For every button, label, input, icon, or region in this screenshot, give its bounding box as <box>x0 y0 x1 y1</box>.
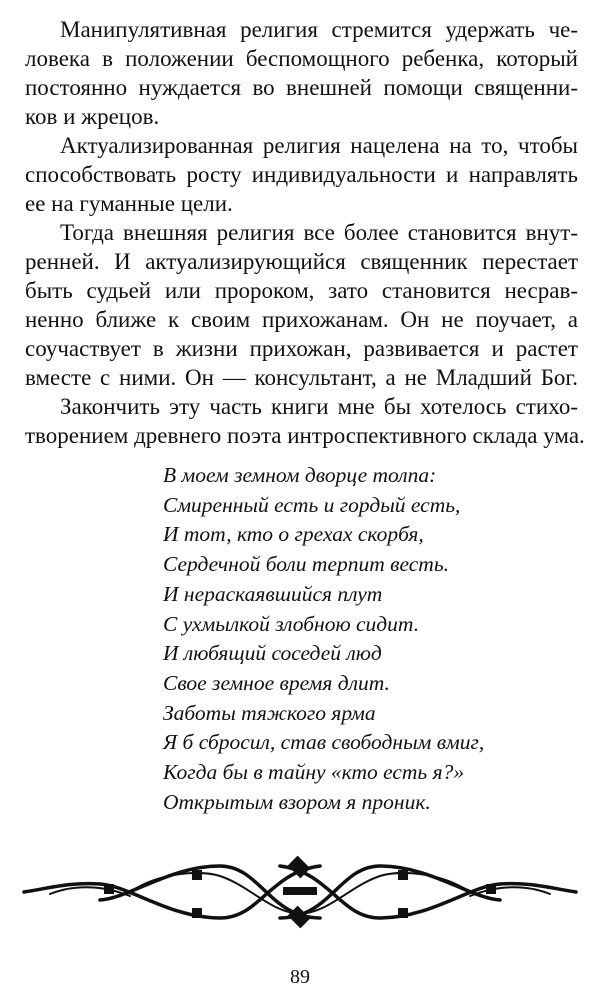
poem-line: И любящий соседей люд <box>163 641 382 666</box>
poem-line: И тот, кто о грехах скорбя, <box>163 522 424 547</box>
body-text-line: Тогда внешняя религия все более становится внут- <box>60 220 578 245</box>
poem-line: Открытым взором я проник. <box>163 789 431 814</box>
poem-line: Заботы тяжкого ярма <box>163 700 376 725</box>
body-text-line: соучаствует в жизни прихожан, развивается и растет <box>25 336 578 361</box>
poem-line: С ухмылкой злобною сидит. <box>163 611 420 636</box>
body-text-line: творением древнего поэта интроспективного склада ума. <box>25 423 585 448</box>
poem-line: Свое земное время длит. <box>163 670 390 695</box>
poem-line: Когда бы в тайну «кто есть я?» <box>163 760 465 784</box>
body-text-line: ее на гуманные цели. <box>25 191 233 216</box>
body-text-line: способствовать росту индивидуальности и направлять <box>25 162 578 187</box>
body-text-line: вместе с ними. Он — консультант, а не Младший Бог. <box>25 365 578 390</box>
body-text-line: Актуализированная религия нацелена на то, чтобы <box>60 133 578 158</box>
body-text-line: ков и жрецов. <box>25 104 160 129</box>
poem-line: В моем земном дворце толпа: <box>163 463 437 487</box>
body-text-line: Манипулятивная религия стремится удержать че- <box>60 17 578 42</box>
decorative-ornament-divider <box>20 852 580 932</box>
body-text-line: быть судьей или пророком, зато становится несрав- <box>25 278 578 303</box>
body-text-line: ненно ближе к своим прихожанам. Он не поучает, а <box>25 307 578 332</box>
body-text-line: ренней. И актуализирующийся священник перестает <box>25 249 578 274</box>
page-number: 89 <box>290 966 310 988</box>
poem-line: Сердечной боли терпит весть. <box>163 552 449 577</box>
poem-line: И нераскаявшийся плут <box>163 581 383 606</box>
poem-line: Я б сбросил, став свободным вмиг, <box>163 730 485 755</box>
body-text-line: ловека в положении беспомощного ребенка, который <box>25 46 578 71</box>
poem-line: Смиренный есть и гордый есть, <box>163 492 461 517</box>
body-text-line: Закончить эту часть книги мне бы хотелось стихо- <box>60 394 578 419</box>
body-text-line: постоянно нуждается во внешней помощи священни- <box>25 75 578 100</box>
